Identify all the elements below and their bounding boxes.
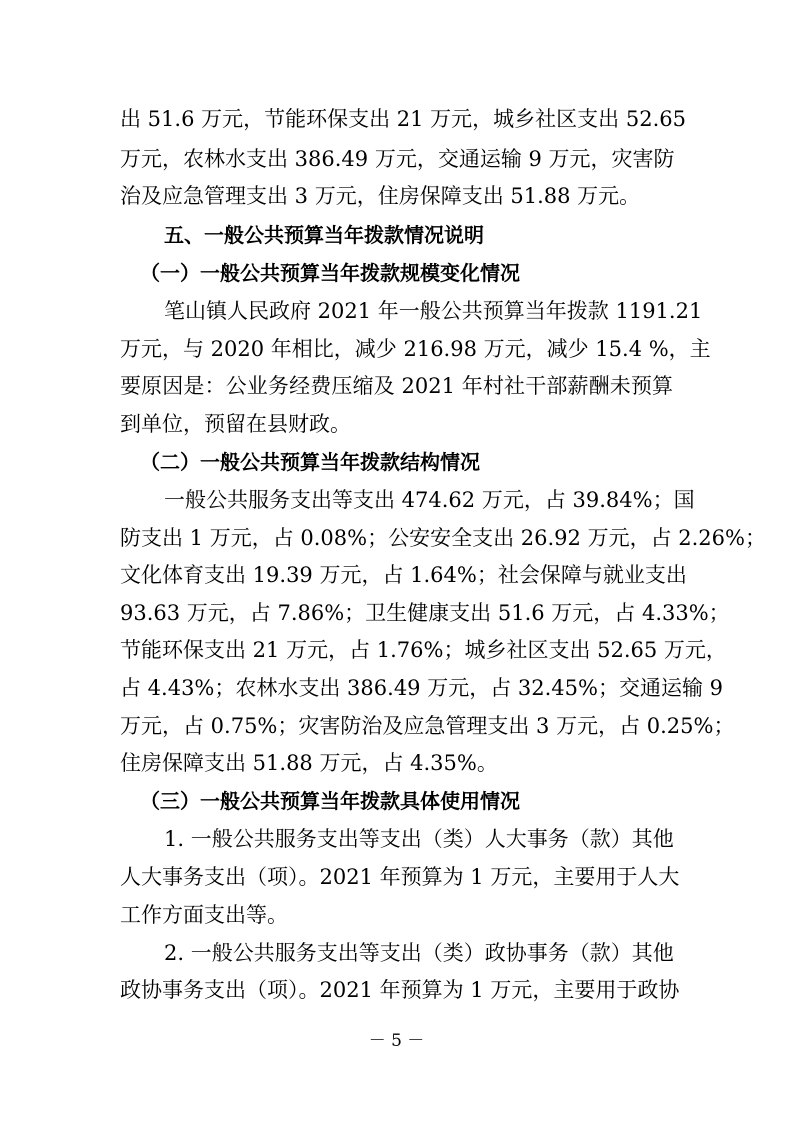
sub1-paragraph-line-4: 到单位，预留在县财政。 <box>120 412 351 436</box>
sub2-paragraph-line-3: 文化体育支出 19.39 万元，占 1.64%；社会保障与就业支出 <box>120 563 687 587</box>
item-1-line-3: 工作方面支出等。 <box>120 903 288 927</box>
sub2-paragraph-line-2: 防支出 1 万元，占 0.08%；公安安全支出 26.92 万元，占 2.26%； <box>120 526 766 550</box>
sub1-paragraph-line-2: 万元，与 2020 年相比，减少 216.98 万元，减少 15.4 %，主 <box>120 337 711 361</box>
carryover-line-3: 治及应急管理支出 3 万元，住房保障支出 51.88 万元。 <box>120 184 641 208</box>
sub2-paragraph-line-1: 一般公共服务支出等支出 474.62 万元，占 39.84%；国 <box>164 488 695 512</box>
sub2-paragraph-line-6: 占 4.43%；农林水支出 386.49 万元，占 32.45%；交通运输 9 <box>120 676 723 700</box>
sub2-paragraph-line-5: 节能环保支出 21 万元，占 1.76%；城乡社区支出 52.65 万元， <box>120 638 727 662</box>
sub2-paragraph-line-7: 万元，占 0.75%；灾害防治及应急管理支出 3 万元，占 0.25%； <box>120 714 735 738</box>
section-5-heading: 五、一般公共预算当年拨款情况说明 <box>164 223 484 247</box>
subsection-1-heading: （一）一般公共预算当年拨款规模变化情况 <box>140 261 520 285</box>
subsection-3-heading: （三）一般公共预算当年拨款具体使用情况 <box>140 789 520 813</box>
subsection-2-heading: （二）一般公共预算当年拨款结构情况 <box>140 450 480 474</box>
carryover-line-1: 出 51.6 万元，节能环保支出 21 万元，城乡社区支出 52.65 <box>120 107 686 131</box>
item-2-line-2: 政协事务支出（项）。2021 年预算为 1 万元，主要用于政协 <box>120 978 680 1002</box>
sub1-paragraph-line-1: 笔山镇人民政府 2021 年一般公共预算当年拨款 1191.21 <box>164 299 703 323</box>
sub1-paragraph-line-3: 要原因是：公业务经费压缩及 2021 年村社干部薪酬未预算 <box>120 374 673 398</box>
sub2-paragraph-line-4: 93.63 万元，占 7.86%；卫生健康支出 51.6 万元，占 4.33%； <box>120 601 730 625</box>
item-1-line-1: 1. 一般公共服务支出等支出（类）人大事务（款）其他 <box>164 827 674 851</box>
page-number: － 5 － <box>368 1031 425 1051</box>
item-1-line-2: 人大事务支出（项）。2021 年预算为 1 万元，主要用于人大 <box>120 865 680 889</box>
sub2-paragraph-line-8: 住房保障支出 51.88 万元，占 4.35%。 <box>120 751 498 775</box>
carryover-line-2: 万元，农林水支出 386.49 万元，交通运输 9 万元，灾害防 <box>120 147 675 171</box>
item-2-line-1: 2. 一般公共服务支出等支出（类）政协事务（款）其他 <box>164 941 674 965</box>
